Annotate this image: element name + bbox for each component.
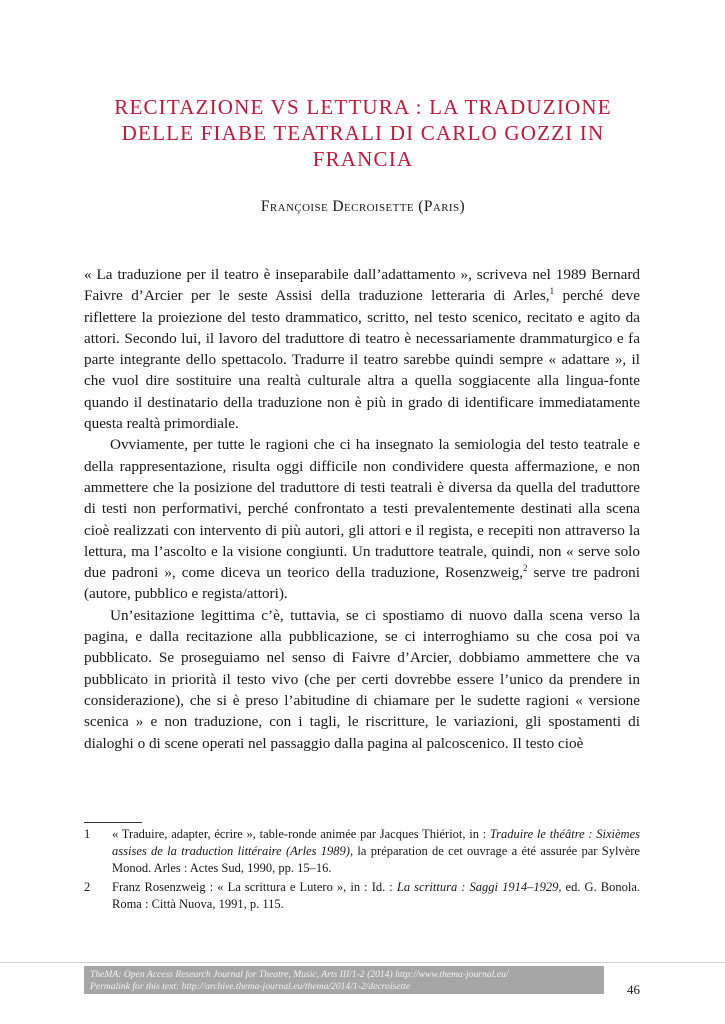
paragraph-2-text-a: Ovviamente, per tutte le ragioni che ci ha insegnato la semiologia del testo teatrale e della rappresentazione, risulta oggi difficile non condividere questa affermazione, e non ammettere che la posizione del traduttore di testi teatrali è diversa da quella del traduttore di testi non performativi, perché confrontato a testi prevalentemente destinati alla scena cioè realizzati con intervento di più autori, gli attori e il regista, e recepiti non attraverso la lettura, ma l’ascolto e la visione congiunti. Un traduttore teatrale, quindi, non « serve solo due padroni », come diceva un teorico della traduzione, Rosenzweig, xyxy=(84,436,640,582)
footnote-text xyxy=(112,826,640,877)
footnote-2 xyxy=(84,879,640,913)
article-body xyxy=(84,264,640,754)
footnote-ref-1[interactable]: 1 xyxy=(549,286,555,297)
paragraph-1-text-a: « La traduzione per il teatro è inseparabile dall’adattamento », scriveva nel 1989 Bernard Faivre d’Arcier per le seste Assisi della traduzione letteraria di Arles, xyxy=(84,266,640,305)
paragraph-2-text-b: serve tre padroni (autore, pubblico e regista/attori). xyxy=(84,564,640,603)
footnote-text-b: , la préparation de cet ouvrage a été assurée par Sylvère Monod. Arles : Actes Sud, 1990, pp. 15–16. xyxy=(112,844,640,875)
footnote-title: La scrittura : Saggi 1914–1929 xyxy=(396,880,559,894)
footnotes xyxy=(84,826,640,915)
footnote-text-a: « Traduire, adapter, écrire », table-ronde animée par Jacques Thiériot, in : xyxy=(112,827,490,841)
footnote-1 xyxy=(84,826,640,877)
page-number: 46 xyxy=(627,982,640,997)
page-bottom-rule xyxy=(0,962,725,963)
author-line: Françoise Decroisette (Paris) xyxy=(260,198,466,215)
paragraph-1 xyxy=(84,264,640,434)
journal-citation-line[interactable]: TheMA: Open Access Research Journal for Theatre, Music, Arts III/1-2 (2014) http://www.thema-journal.eu/ xyxy=(90,969,509,980)
footnote-text-a: Franz Rosenzweig : « La scrittura e Lutero », in : Id. : xyxy=(112,880,397,894)
footnote-title: Traduire le théâtre : Sixièmes assises de la traduction littéraire (Arles 1989) xyxy=(112,827,640,858)
article-title: RECITAZIONE VS LETTURA : LA TRADUZIONE DELLE FIABE TEATRALI DI CARLO GOZZI IN FRANCIA xyxy=(114,95,612,171)
journal-citation-band xyxy=(84,966,604,994)
footnote-number: 2 xyxy=(84,880,91,894)
footnote-text xyxy=(112,879,640,913)
footnote-text-b: , ed. G. Bonola. Roma : Città Nuova, 1991, p. 115. xyxy=(112,880,641,911)
permalink-line[interactable]: Permalink for this text: http://archive.thema-journal.eu/thema/2014/1-2/decroisette xyxy=(90,981,411,992)
paragraph-1-text-b: perché deve riflettere la proiezione del testo drammatico, scritto, nel testo scenico, recitato e agito da attori. Secondo lui, il lavoro del traduttore di teatro è necessariamente drammaturgico e fa parte integrante dello spettacolo. Tradurre il teatro sarebbe quindi sempre « adattare », il che vuol dire sostituire una realtà culturale altra a quella soggiacente alla lingua-fonte quando il destinatario della traduzione non è più in grado di identificare immediatamente questa realtà primordiale. xyxy=(84,287,640,433)
paragraph-3: Un’esitazione legittima c’è, tuttavia, se ci spostiamo di nuovo dalla scena verso la pagina, e dalla recitazione alla pubblicazione, se ci interroghiamo su che cosa poi va pubblicato. Se proseguiamo nel senso di Faivre d’Arcier, dobbiamo ammettere che va pubblicato in priorità il testo vivo (che per certi dovrebbe essere l’unico da prendere in considerazione), che si è preso l’abitudine di chiamare per le sudette ragioni « versione scenica » e non traduzione, con i tagli, le riscritture, le variazioni, gli spostamenti di dialoghi o di scene operati nel passaggio dalla pagina al palcoscenico. Il testo cioè xyxy=(84,606,640,752)
footnote-separator xyxy=(84,822,142,823)
footnote-ref-2[interactable]: 2 xyxy=(523,563,528,574)
paragraph-2 xyxy=(84,434,640,604)
footnote-number: 1 xyxy=(84,827,91,841)
